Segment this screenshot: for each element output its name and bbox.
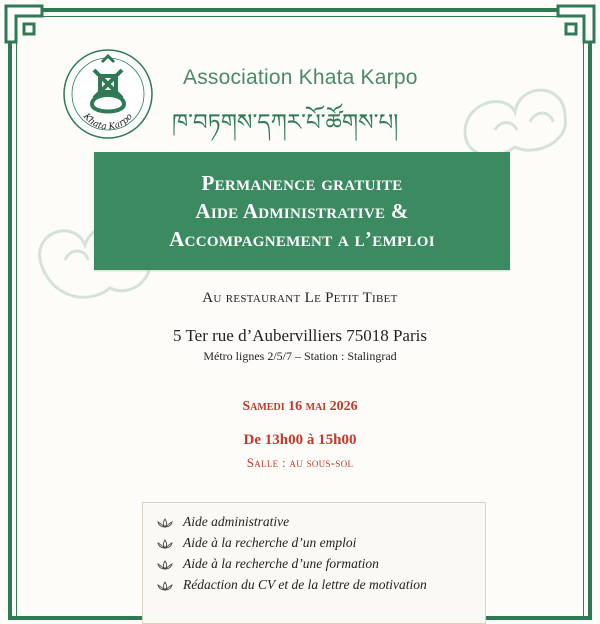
banner-line-2: Aide Administrative & [195,199,409,223]
lotus-icon [157,518,173,528]
list-item [157,514,289,530]
corner-ornament-icon [554,2,598,46]
event-date: Samedi 16 mai 2026 [242,399,358,414]
list-item [157,535,356,551]
service-label: Rédaction du CV et de la lettre de motivation [183,577,427,592]
logo-text: Khata Karpo [81,111,135,133]
corner-ornament-icon [2,2,46,46]
lotus-icon [157,539,173,549]
event-time: De 13h00 à 15h00 [243,432,357,448]
lotus-icon [157,581,173,591]
event-room: Salle : au sous-sol [246,455,354,470]
title-banner [94,152,510,270]
service-label: Aide à la recherche d’un emploi [183,535,357,550]
lotus-icon [157,560,173,570]
list-item [157,577,427,593]
banner-line-1: Permanence gratuite [201,171,403,195]
services-box [142,502,486,624]
association-name: Association Khata Karpo [183,66,418,89]
venue-name: Au restaurant Le Petit Tibet [202,290,398,306]
association-name-tibetan: ཁ་བཏགས་དཀར་པོ་ཚོགས་པ། [172,110,399,136]
metro-info: Métro lignes 2/5/7 – Station : Stalingrad [203,349,397,363]
khata-karpo-logo [62,48,154,140]
venue-address: 5 Ter rue d’Aubervilliers 75018 Paris [173,326,427,345]
banner-line-3: Accompagnement a l’emploi [169,227,435,251]
service-label: Aide administrative [183,514,290,529]
list-item [157,556,379,572]
service-label: Aide à la recherche d’une formation [183,556,379,571]
